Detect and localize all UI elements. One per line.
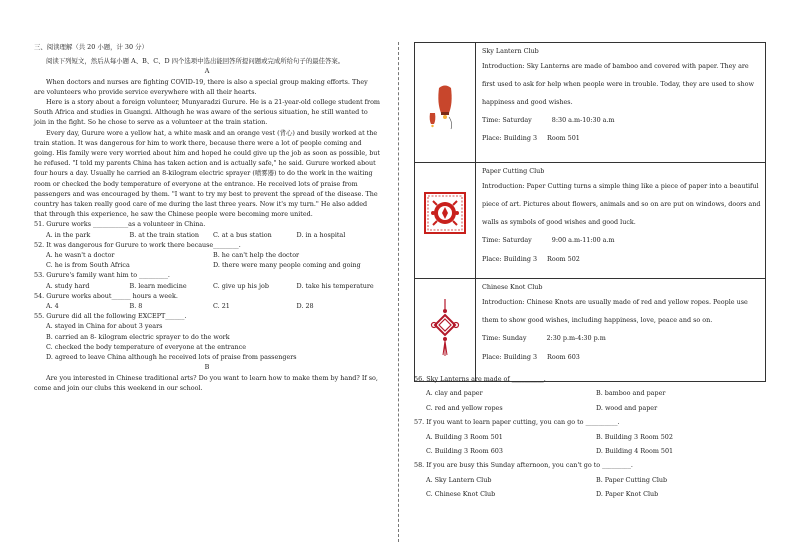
time-label: Time: Saturday (482, 236, 532, 245)
club-info-cell (476, 279, 766, 381)
club-row (415, 163, 766, 279)
option: C. 21 (213, 302, 230, 311)
question-options (34, 301, 380, 311)
time-label: Time: Sunday (482, 334, 527, 343)
paper-cutting-icon (415, 163, 475, 275)
question-stem: 56. Sky Lanterns are made of __________. (414, 375, 546, 383)
question-stem: 51. Gurure works ___________as a volunteer in China. (34, 220, 206, 229)
club-name: Chinese Knot Club (482, 283, 543, 292)
option: B. Paper Cutting Club (596, 475, 668, 484)
question-options (34, 281, 380, 291)
club-info-cell (476, 163, 766, 279)
question-options (414, 473, 766, 502)
club-intro: Introduction: Paper Cutting turns a simple thing like a piece of paper into a beautiful piece of art. Pictures about flowers, animals and so on are put on windows, doors and walls as symbols of good wishes and good luck. (482, 181, 761, 227)
question-options (414, 430, 766, 459)
question-54 (34, 291, 380, 311)
column-divider (398, 42, 399, 542)
passage-a-paragraph: Every day, Gurure wore a yellow hat, a white mask and an orange vest (背心) and busily worked at the train station. It was dangerous for him to work there, because there were a lot of people coming and going. His family were very worried about him and hoped he could give up the job as soon as possible, but he refused. "I told my parents China has taken action and is actually safe," he said. Gurure worked about four hours a day. Usually he carried an 8-kilogram electric sprayer (喷雾器) to do the work in the waiting room or checked the body temperature of everyone at the entrance. He received lots of praise from passengers and was encouraged by them. "I want to try my best to prevent the spread of the disease. The country has taken really good care of me during the last three years. Now it's my turn." He also added that through this experience, he saw the Chinese people were becoming more united. (34, 128, 380, 219)
option: D. agreed to leave China although he received lots of praise from passengers (46, 353, 297, 362)
question-options (34, 250, 380, 270)
place-label: Place: Building 3 (482, 352, 538, 361)
option: A. Building 3 Room 501 (426, 432, 503, 441)
passage-a-label: A (204, 67, 210, 76)
time-label: Time: Saturday (482, 116, 532, 125)
club-table (414, 42, 766, 382)
option: D. there were many people coming and going (213, 261, 361, 270)
club-row (415, 43, 766, 163)
club-info-cell (476, 43, 766, 163)
club-image-cell (415, 279, 476, 381)
option: A. in the park (46, 230, 91, 239)
passage-a-paragraph: When doctors and nurses are fighting COVID-19, there is also a special group making efforts. They are volunteers who provide service everywhere with all their hearts. (34, 77, 368, 96)
club-time (482, 111, 761, 129)
question-stem: 58. If you are busy this Sunday afternoon, you can't go to _________. (414, 461, 633, 470)
time-value: 2:30 p.m-4:30 p.m (546, 334, 606, 343)
club-intro: Introduction: Chinese Knots are usually made of red and yellow ropes. People use them to show good wishes, including happiness, love, peace and so on. (482, 298, 748, 325)
option: C. Chinese Knot Club (426, 490, 496, 499)
option: A. stayed in China for about 3 years (46, 322, 163, 331)
option: C. at a bus station (213, 230, 272, 239)
option: A. clay and paper (426, 389, 483, 398)
club-time (482, 231, 761, 249)
club-place (482, 348, 761, 366)
passage-b-intro: Are you interested in Chinese traditional arts? Do you want to learn how to make them by hand? If so, come and join our clubs this weekend in our school. (34, 373, 378, 392)
club-image-cell (415, 163, 476, 279)
option: C. he is from South Africa (46, 261, 130, 270)
time-value: 8:30 a.m-10:30 a.m (551, 116, 615, 125)
question-58 (414, 458, 766, 501)
place-label: Place: Building 3 (482, 134, 538, 143)
instruction: 阅读下列短文，然后从每小题 A、B、C、D 四个选项中选出能回答所提问题或完成所给句子的最佳答案。 (46, 57, 345, 66)
option: B. at the train station (129, 230, 200, 239)
question-stem: 57. If you want to learn paper cutting, you can go to __________. (414, 418, 620, 427)
option: C. red and yellow ropes (426, 403, 503, 412)
option: B. Building 3 Room 502 (596, 432, 673, 441)
passage-a-paragraph: Here is a story about a foreign volunteer, Munyaradzi Gurure. He is a 21-year-old college student from South Africa and studies in Guangxi. Although he was aware of the serious situation, he still wanted to join in the fight. So he chose to serve as a volunteer at the train station. (34, 98, 380, 127)
question-stem: 55. Gurure did all the following EXCEPT______. (34, 312, 187, 321)
place-value: Room 502 (547, 254, 580, 263)
question-options (34, 230, 380, 240)
club-place (482, 250, 761, 268)
option: B. he can't help the doctor (213, 251, 300, 260)
section-heading: 三、阅读理解（共 20 小题，计 30 分） (34, 43, 148, 51)
question-55 (34, 311, 380, 362)
option: A. he wasn't a doctor (46, 251, 115, 260)
question-57 (414, 415, 766, 458)
club-time (482, 329, 761, 347)
option: D. Building 4 Room 501 (596, 447, 674, 456)
question-stem: 52. It was dangerous for Gurure to work there because________. (34, 240, 241, 249)
option: B. 8 (129, 302, 143, 311)
option: C. give up his job (213, 281, 269, 290)
club-name: Sky Lantern Club (482, 47, 539, 55)
option: B. learn medicine (129, 281, 187, 290)
chinese-knot-icon (415, 279, 475, 377)
option: A. study hard (46, 281, 90, 290)
question-52 (34, 240, 380, 271)
option: D. take his temperature (296, 281, 374, 290)
option: D. in a hospital (296, 230, 346, 239)
time-value: 9:00 a.m-11:00 a.m (551, 236, 615, 245)
option: A. Sky Lantern Club (426, 475, 492, 484)
club-row (415, 279, 766, 381)
right-questions (414, 372, 766, 502)
option: C. checked the body temperature of everyone at the entrance (46, 342, 247, 351)
club-name: Paper Cutting Club (482, 167, 545, 176)
question-53 (34, 270, 380, 290)
passage-b-label: B (204, 363, 210, 372)
question-options (414, 386, 766, 415)
option: C. Building 3 Room 603 (426, 447, 503, 456)
option: A. 4 (46, 302, 59, 311)
question-51 (34, 219, 380, 239)
option: B. carried an 8- kilogram electric sprayer to do the work (46, 332, 230, 341)
option: D. wood and paper (596, 403, 658, 412)
option: B. bamboo and paper (596, 389, 666, 398)
place-value: Room 501 (547, 134, 580, 143)
place-value: Room 603 (547, 352, 580, 361)
place-label: Place: Building 3 (482, 254, 538, 263)
option: D. 28 (296, 302, 314, 311)
question-stem: 53. Gurure's family want him to _________. (34, 271, 170, 280)
club-intro: Introduction: Sky Lanterns are made of bamboo and covered with paper. They are first used to ask for help when people were in trouble. Today, they are used to show happiness and good wishes. (482, 61, 754, 106)
club-place (482, 129, 761, 147)
club-image-cell (415, 43, 476, 163)
option: D. Paper Knot Club (596, 490, 659, 499)
sky-lantern-icon (415, 43, 475, 159)
question-56 (414, 372, 766, 415)
question-stem: 54. Gurure works about______ hours a week. (34, 291, 178, 300)
left-column (34, 42, 380, 393)
